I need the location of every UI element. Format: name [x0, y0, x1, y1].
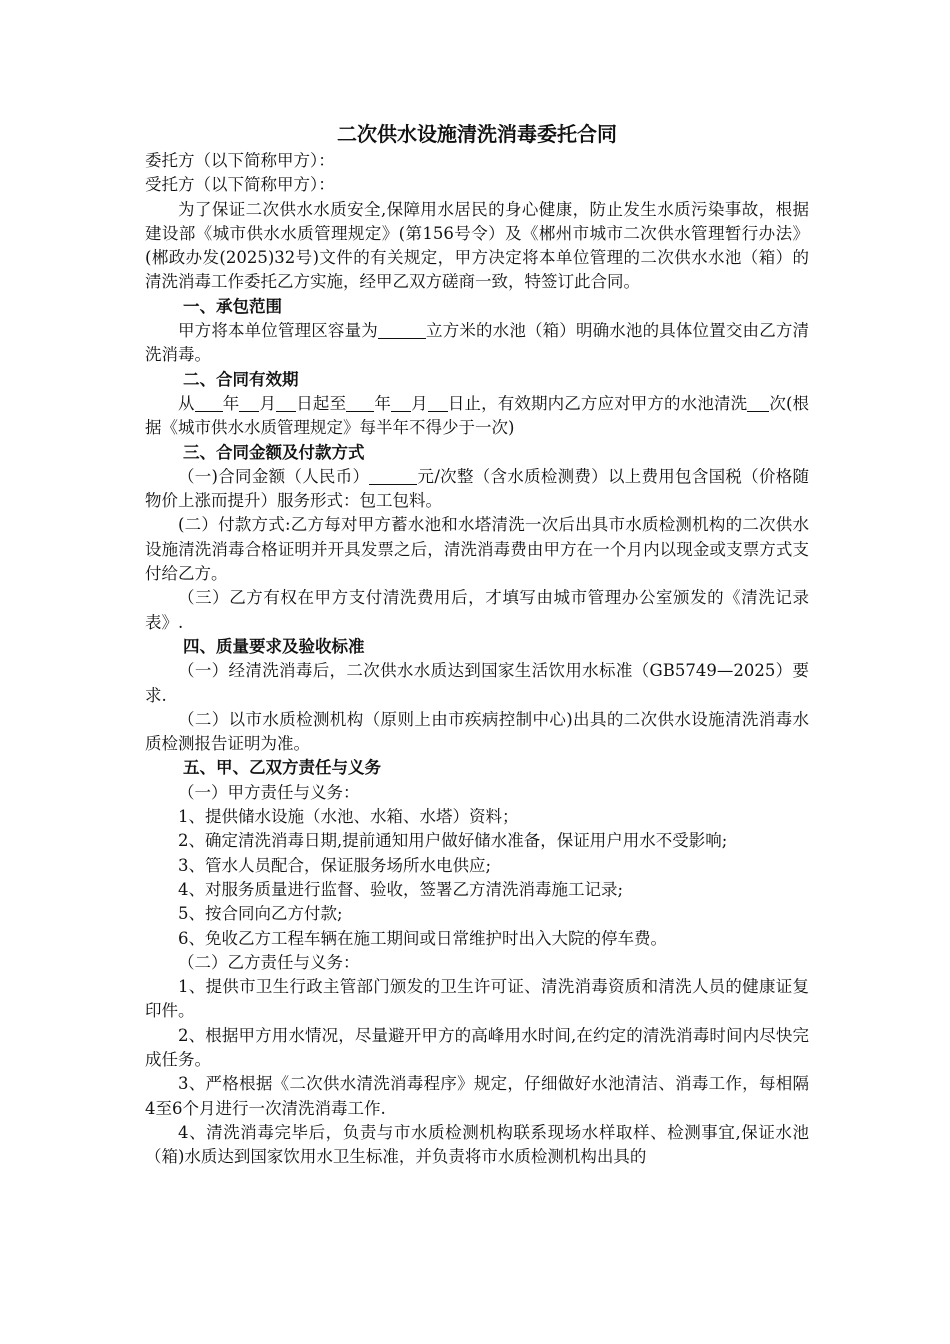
- start-month-blank[interactable]: [239, 394, 259, 412]
- end-day-blank[interactable]: [428, 394, 448, 412]
- start-year-blank[interactable]: [195, 394, 223, 412]
- start-day-blank[interactable]: [276, 394, 296, 412]
- contract-page: [145, 119, 809, 1169]
- party-b-duty-item: 3、严格根据《二次供水清洗消毒程序》规定，仔细做好水池清洁、消毒工作，每相隔4至6个月进行一次清洗消毒工作.: [145, 1074, 809, 1118]
- party-a-duty-item: 1、提供储水设施（水池、水箱、水塔）资料；: [178, 807, 519, 827]
- party-b-duty-item: 2、根据甲方用水情况，尽量避开甲方的高峰用水时间,在约定的清洗消毒时间内尽快完成任务。: [145, 1025, 809, 1069]
- section-3-heading: 三、合同金额及付款方式: [183, 442, 365, 462]
- section-4-paragraph-2: （二）以市水质检测机构（原则上由市疾病控制中心)出具的二次供水设施清洗消毒水质检测报告证明为准。: [145, 709, 809, 754]
- document-title: 二次供水设施清洗消毒委托合同: [337, 122, 617, 146]
- party-a-duty-item: 3、管水人员配合，保证服务场所水电供应;: [178, 855, 492, 875]
- party-b-line: 受托方（以下简称甲方）：: [145, 175, 335, 195]
- times-blank[interactable]: [747, 394, 769, 412]
- party-a-duty-item: 6、免收乙方工程车辆在施工期间或日常维护时出入大院的停车费。: [178, 928, 667, 948]
- section-2-heading: 二、合同有效期: [183, 369, 299, 389]
- party-a-duty-item: 5、按合同向乙方付款;: [178, 904, 343, 924]
- party-b-duties-title: （二）乙方责任与义务：: [178, 952, 360, 972]
- section-2-paragraph: 从 年 月 日起至 年 月 日止，有效期内乙方应对甲方的水池清洗 次(根据《城市供水水质管理规定》每半年不得少于一次): [145, 393, 810, 438]
- section-1-paragraph: 甲方将本单位管理区容量为 立方米的水池（箱）明确水池的具体位置交由乙方清洗消毒。: [145, 321, 810, 365]
- party-a-duty-item: 2、确定清洗消毒日期,提前通知用户做好储水准备，保证用户用水不受影响;: [178, 831, 728, 851]
- capacity-blank[interactable]: [378, 322, 426, 340]
- party-a-line: 委托方（以下简称甲方）：: [145, 151, 335, 170]
- section-4-paragraph-1: （一）经清洗消毒后，二次供水水质达到国家生活饮用水标准（GB5749—2025）要求.: [145, 661, 809, 705]
- section-3-paragraph-1: （一)合同金额（人民币） 元/次整（含水质检测费）以上费用包含国税（价格随物价上涨而提升）服务形式：包工包料。: [145, 466, 810, 511]
- section-4-heading: 四、质量要求及验收标准: [183, 636, 365, 656]
- end-year-blank[interactable]: [346, 394, 374, 412]
- section-5-heading: 五、甲、乙双方责任与义务: [183, 758, 381, 778]
- end-month-blank[interactable]: [391, 394, 411, 412]
- section-3-paragraph-3: （三）乙方有权在甲方支付清洗费用后，才填写由城市管理办公室颁发的《清洗记录表》.: [145, 588, 809, 632]
- party-a-duties-title: （一）甲方责任与义务：: [178, 782, 360, 802]
- party-a-duty-item: 4、对服务质量进行监督、验收，签署乙方清洗消毒施工记录;: [178, 879, 624, 899]
- intro-paragraph: 为了保证二次供水水质安全,保障用水居民的身心健康，防止发生水质污染事故，根据建设部《城市供水水质管理规定》(第156号令）及《郴州市城市二次供水管理暂行办法》(郴政办发(2025)32号)文件的有关规定，甲方决定将本单位管理的二次供水水池（箱）的清洗消毒工作委托乙方实施，经甲乙双方磋商一致，特签订此合同。: [145, 199, 809, 292]
- party-b-duty-item: 4、清洗消毒完毕后，负责与市水质检测机构联系现场水样取样、检测事宜,保证水池（箱)水质达到国家饮用水卫生标准，并负责将市水质检测机构出具的: [145, 1122, 809, 1167]
- section-1-heading: 一、承包范围: [183, 296, 282, 316]
- amount-blank[interactable]: [369, 467, 417, 485]
- party-b-duty-item: 1、提供市卫生行政主管部门颁发的卫生许可证、清洗消毒资质和清洗人员的健康证复印件。: [145, 977, 809, 1021]
- section-3-paragraph-2: (二）付款方式:乙方每对甲方蓄水池和水塔清洗一次后出具市水质检测机构的二次供水设施清洗消毒合格证明并开具发票之后，清洗消毒费由甲方在一个月内以现金或支票方式支付给乙方。: [145, 515, 809, 584]
